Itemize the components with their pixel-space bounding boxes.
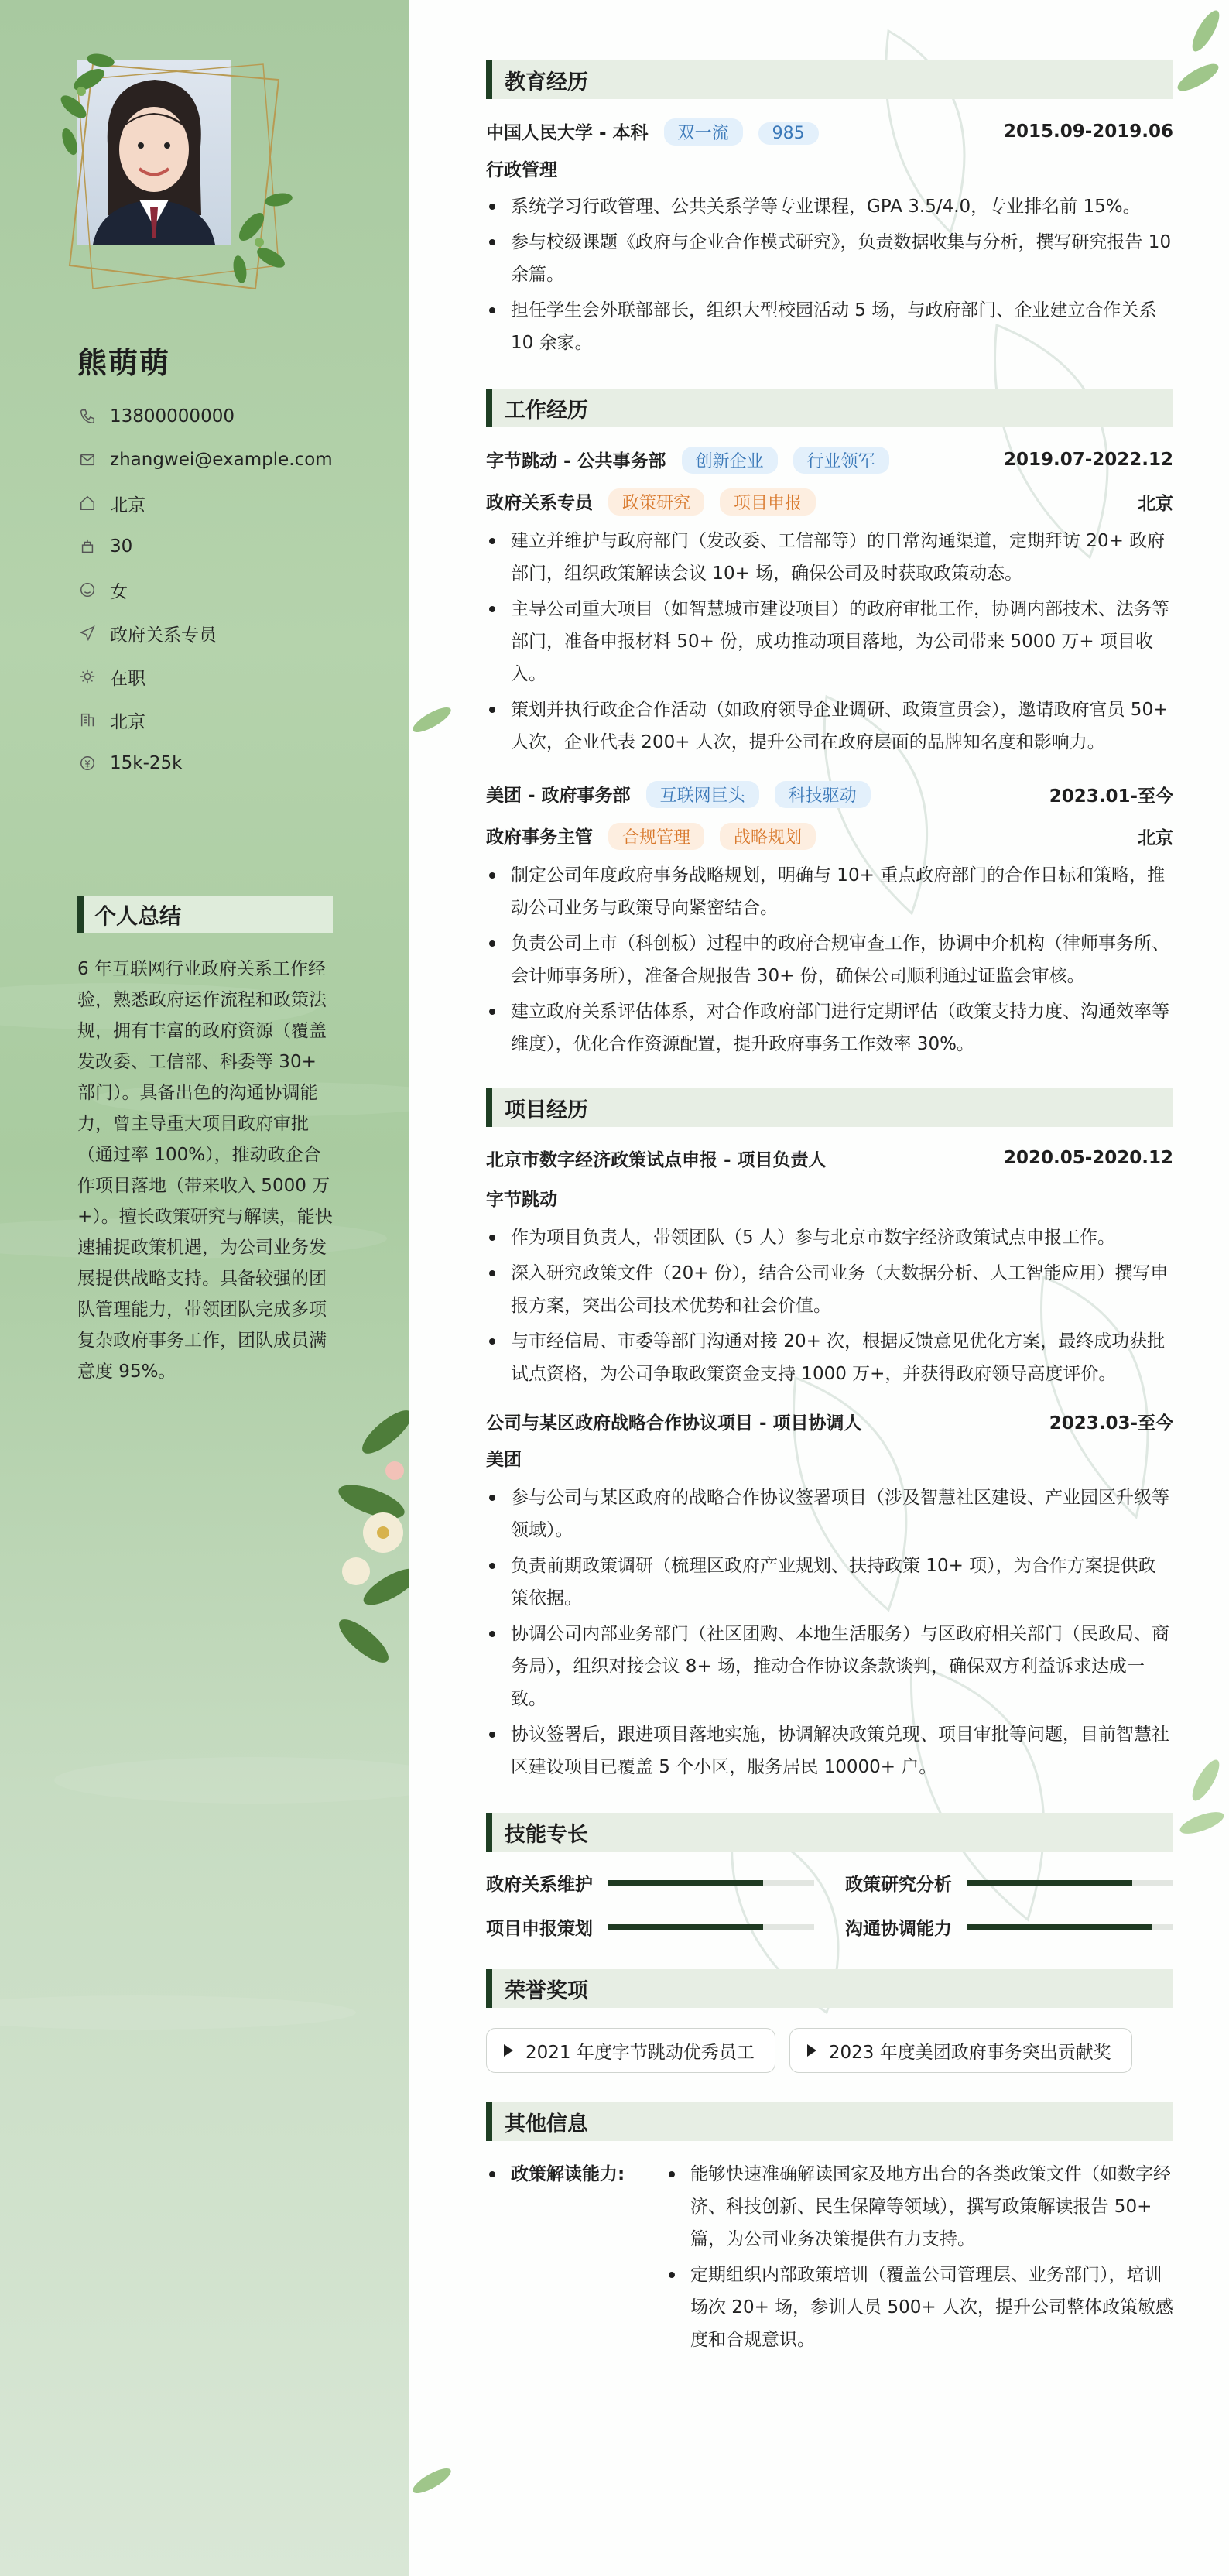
job-role-wrap — [486, 488, 816, 516]
job-header — [486, 444, 1173, 475]
info-target-city — [77, 698, 371, 742]
summary-section — [77, 896, 333, 1387]
project-header — [486, 1142, 1173, 1173]
role-tag: 政策研究 — [608, 488, 704, 516]
phone-icon — [77, 406, 98, 426]
info-status-value: 在职 — [110, 668, 145, 689]
corner-leaf-decoration — [1167, 0, 1229, 108]
summary-title: 个人总结 — [77, 896, 333, 933]
profile-photo — [77, 60, 232, 246]
job-role-wrap — [486, 823, 816, 850]
info-email — [77, 438, 371, 481]
list-item: 建立并维护与政府部门（发改委、工信部等）的日常沟通渠道，定期拜访 20+ 政府部门，组织政策解读会议 10+ 场，确保公司及时获取政策动态。 — [486, 525, 1173, 590]
leaf-decoration-3 — [1175, 1749, 1229, 1850]
role-tag: 项目申报 — [720, 488, 816, 516]
skill-bar-fill — [967, 1924, 1152, 1930]
home-icon — [77, 493, 98, 513]
salary-icon — [77, 753, 98, 773]
project-org: 美团 — [486, 1450, 522, 1470]
education-bullets — [486, 190, 1173, 359]
role-tag: 合规管理 — [608, 823, 704, 850]
project-org: 字节跳动 — [486, 1190, 557, 1210]
other-title: 其他信息 — [486, 2102, 1173, 2141]
info-position-value: 政府关系专员 — [110, 625, 217, 646]
info-email-value: zhangwei@example.com — [110, 450, 333, 470]
education-major: 行政管理 — [486, 160, 557, 180]
list-item: 制定公司年度政府事务战略规划，明确与 10+ 重点政府部门的合作目标和策略，推动公司业务与政策导向紧密结合。 — [486, 859, 1173, 924]
skill-item — [486, 1870, 814, 1896]
honors-section — [486, 1969, 1173, 2073]
list-item: 能够快速准确解读国家及地方出台的各类政策文件（如数字经济、科技创新、民生保障等领域），撰写政策解读报告 50+ 篇，为公司业务决策提供有力支持。 — [666, 2158, 1173, 2256]
list-item: 定期组织内部政策培训（覆盖公司管理层、业务部门），培训场次 20+ 场，参训人员 500+ 人次，提升公司整体政策敏感度和合规意识。 — [666, 2259, 1173, 2356]
projects-title: 项目经历 — [486, 1088, 1173, 1127]
info-phone — [77, 395, 371, 438]
skill-bar-fill — [608, 1880, 763, 1886]
job-role: 政府关系专员 — [486, 492, 593, 513]
project-name: 北京市数字经济政策试点申报 - 项目负责人 — [486, 1149, 827, 1170]
contact-info-list — [77, 395, 371, 785]
work-section — [486, 389, 1173, 1060]
summary-text: 6 年互联网行业政府关系工作经验，熟悉政府运作流程和政策法规，拥有丰富的政府资源（覆盖发改委、工信部、科委等 30+ 部门）。具备出色的沟通协调能力，曾主导重大项目政府审批（通过率 100%），推动政企合作项目落地（带来收入 5000 万+）。擅长政策研究与解读，能快速捕捉政策机遇，为公司业务发展提供战略支持。具备较强的团队管理能力，带领团队完成多项复杂政府事务工作，团队成员满意度 95%。 — [77, 959, 333, 1382]
list-item: 建立政府关系评估体系，对合作政府部门进行定期评估（政策支持力度、沟通效率等维度），优化合作资源配置，提升政府事务工作效率 30%。 — [486, 995, 1173, 1060]
job-date: 2023.01-至今 — [1049, 786, 1173, 807]
floral-frame — [46, 33, 294, 304]
honor-label: 2021 年度字节跳动优秀员工 — [525, 2042, 755, 2063]
skill-bar — [608, 1880, 814, 1886]
job-company: 美团 - 政府事务部 — [486, 785, 631, 806]
info-age-value: 30 — [110, 536, 133, 557]
list-item: 参与公司与某区政府的战略合作协议签署项目（涉及智慧社区建设、产业园区升级等领域）。 — [486, 1482, 1173, 1547]
mail-icon — [77, 450, 98, 470]
job-bullets — [486, 525, 1173, 759]
list-item: 与市经信局、市委等部门沟通对接 20+ 次，根据反馈意见优化方案，最终成功获批试点资格，为公司争取政策资金支持 1000 万+，并获得政府领导高度评价。 — [486, 1325, 1173, 1390]
honor-item — [789, 2028, 1132, 2073]
info-city — [77, 481, 371, 525]
info-phone-value: 13800000000 — [110, 406, 235, 426]
list-item: 主导公司重大项目（如智慧城市建设项目）的政府审批工作，协调内部技术、法务等部门，准备申报材料 50+ 份，成功推动项目落地，为公司带来 5000 万+ 项目收入。 — [486, 593, 1173, 690]
project-bullets — [486, 1221, 1173, 1390]
list-item: 协议签署后，跟进项目落地实施，协调解决政策兑现、项目审批等问题，目前智慧社区建设项目已覆盖 5 个小区，服务居民 10000+ 户。 — [486, 1718, 1173, 1783]
leaf-decoration-1 — [409, 701, 455, 739]
skill-item — [486, 1914, 814, 1940]
honors-title: 荣誉奖项 — [486, 1969, 1173, 2008]
sidebar — [0, 0, 409, 2576]
skill-label: 项目申报策划 — [486, 1919, 593, 1939]
job-location: 北京 — [1138, 827, 1173, 848]
project-date: 2020.05-2020.12 — [1003, 1148, 1173, 1168]
job-company: 字节跳动 - 公共事务部 — [486, 450, 666, 471]
candidate-name: 熊萌萌 — [77, 346, 171, 380]
honor-item — [486, 2028, 775, 2073]
education-school-line — [486, 118, 819, 146]
list-item: 协调公司内部业务部门（社区团购、本地生活服务）与区政府相关部门（民政局、商务局），组织对接会议 8+ 场，推动合作协议条款谈判，确保双方利益诉求达成一致。 — [486, 1618, 1173, 1715]
skill-label: 政策研究分析 — [845, 1875, 952, 1895]
triangle-bullet-icon — [807, 2044, 816, 2057]
list-item: 担任学生会外联部部长，组织大型校园活动 5 场，与政府部门、企业建立合作关系 10 余家。 — [486, 294, 1173, 359]
info-target-city-value: 北京 — [110, 711, 145, 732]
skill-item — [845, 1870, 1173, 1896]
skill-bar-fill — [608, 1924, 763, 1930]
skill-item — [845, 1914, 1173, 1940]
job-entry — [486, 779, 1173, 1060]
send-icon — [77, 623, 98, 643]
education-header — [486, 116, 1173, 147]
job-bullets — [486, 859, 1173, 1060]
other-bullets — [666, 2158, 1173, 2359]
other-info — [486, 2158, 1173, 2359]
job-role-line — [486, 820, 1173, 851]
building-icon — [77, 710, 98, 730]
skill-bar — [608, 1924, 814, 1930]
job-entry — [486, 444, 1173, 759]
list-item: 负责公司上市（科创板）过程中的政府合规审查工作，协调中介机构（律师事务所、会计师事务所），准备合规报告 30+ 份，确保公司顺利通过证监会审核。 — [486, 927, 1173, 992]
resume-body — [486, 60, 1173, 2359]
education-tag: 双一流 — [664, 118, 743, 146]
education-tag: 985 — [758, 122, 819, 145]
gender-icon — [77, 580, 98, 600]
info-gender-value: 女 — [110, 581, 128, 602]
project-name: 公司与某区政府战略合作协议项目 - 项目协调人 — [486, 1413, 862, 1434]
projects-section — [486, 1088, 1173, 1783]
status-icon — [77, 666, 98, 687]
education-school: 中国人民大学 - 本科 — [486, 122, 649, 143]
job-location: 北京 — [1138, 493, 1173, 514]
job-role: 政府事务主管 — [486, 827, 593, 848]
project-entry — [486, 1142, 1173, 1390]
triangle-bullet-icon — [504, 2044, 513, 2057]
job-header — [486, 779, 1173, 810]
list-item: 作为项目负责人，带领团队（5 人）参与北京市数字经济政策试点申报工作。 — [486, 1221, 1173, 1254]
info-salary-value: 15k-25k — [110, 753, 183, 773]
skill-bar — [967, 1924, 1173, 1930]
info-gender — [77, 568, 371, 611]
honor-label: 2023 年度美团政府事务突出贡献奖 — [828, 2042, 1111, 2063]
job-role-line — [486, 486, 1173, 517]
skill-label: 政府关系维护 — [486, 1875, 593, 1895]
list-item: 负责前期政策调研（梳理区政府产业规划、扶持政策 10+ 项），为合作方案提供政策依据。 — [486, 1550, 1173, 1615]
project-bullets — [486, 1482, 1173, 1783]
list-item: 深入研究政策文件（20+ 份），结合公司业务（大数据分析、人工智能应用）撰写申报方案，突出公司技术优势和社会价值。 — [486, 1257, 1173, 1322]
list-item: 策划并执行政企合作活动（如政府领导企业调研、政策宣贯会），邀请政府官员 50+ 人次，企业代表 200+ 人次，提升公司在政府层面的品牌知名度和影响力。 — [486, 694, 1173, 759]
flower-decoration — [317, 1386, 409, 1680]
info-age — [77, 525, 371, 568]
skill-bar — [967, 1880, 1173, 1886]
skills-grid — [486, 1870, 1173, 1940]
project-header — [486, 1406, 1173, 1437]
age-icon — [77, 536, 98, 557]
education-section — [486, 60, 1173, 359]
job-company-line — [486, 447, 889, 474]
project-date: 2023.03-至今 — [1049, 1413, 1173, 1434]
info-city-value: 北京 — [110, 495, 145, 516]
project-entry — [486, 1406, 1173, 1783]
skill-bar-fill — [967, 1880, 1132, 1886]
company-tag: 互联网巨头 — [646, 781, 759, 808]
info-status — [77, 655, 371, 698]
list-item: 参与校级课题《政府与企业合作模式研究》，负责数据收集与分析，撰写研究报告 10 余篇。 — [486, 226, 1173, 291]
skills-title: 技能专长 — [486, 1813, 1173, 1852]
role-tag: 战略规划 — [720, 823, 816, 850]
company-tag: 创新企业 — [682, 447, 778, 474]
job-date: 2019.07-2022.12 — [1003, 450, 1173, 470]
company-tag: 科技驱动 — [775, 781, 871, 808]
main-content — [409, 0, 1229, 2576]
company-tag: 行业领军 — [793, 447, 889, 474]
education-title: 教育经历 — [486, 60, 1173, 99]
skill-label: 沟通协调能力 — [845, 1919, 952, 1939]
education-date: 2015.09-2019.06 — [1003, 122, 1173, 142]
work-title: 工作经历 — [486, 389, 1173, 427]
leaf-decoration-2 — [409, 2461, 455, 2500]
list-item: 系统学习行政管理、公共关系学等专业课程，GPA 3.5/4.0，专业排名前 15%。 — [486, 190, 1173, 223]
skills-section — [486, 1813, 1173, 1940]
info-salary — [77, 742, 371, 785]
job-company-line — [486, 781, 871, 808]
info-position — [77, 611, 371, 655]
honors-list — [486, 2028, 1173, 2073]
other-section — [486, 2102, 1173, 2359]
other-key: 政策解读能力: — [486, 2158, 666, 2359]
